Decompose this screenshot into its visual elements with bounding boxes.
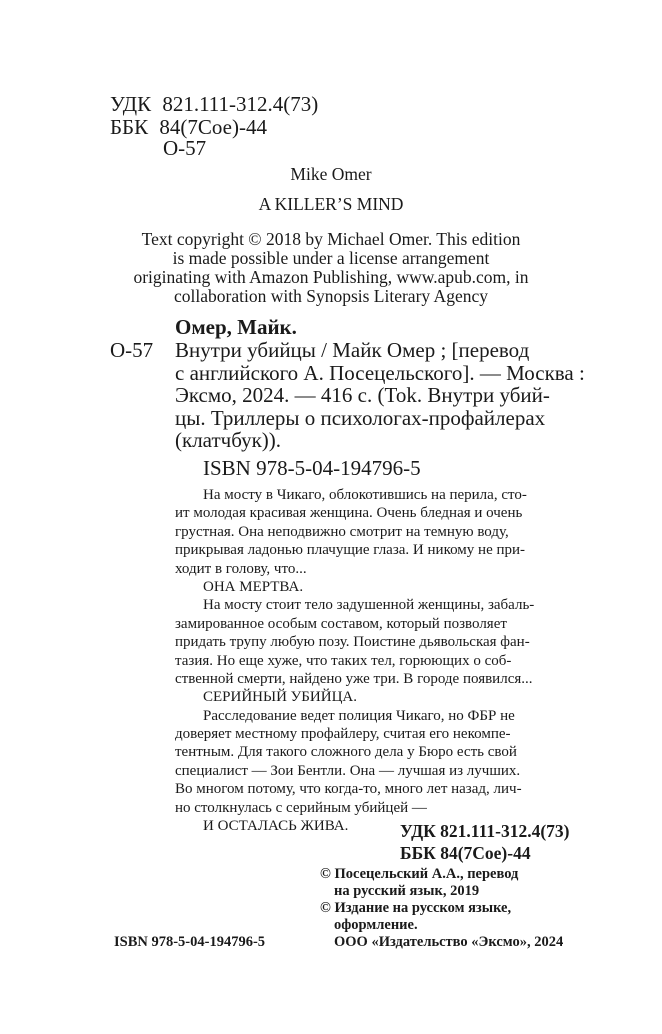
annotation-text <box>175 504 587 835</box>
footer-copyright-line-2: на русский язык, 2019 <box>334 883 480 899</box>
footer-isbn: ISBN 978-5-04-194796-5 <box>114 934 266 950</box>
annotation-line: ОНА МЕРТВА. <box>203 578 304 595</box>
biblio-line: с английского А. Посецельского]. — Москва : <box>175 360 585 385</box>
annotation-line: тентным. Для такого сложного дела у Бюро есть свой <box>175 744 517 761</box>
annotation-line: ит молодая красивая женщина. Очень бледная и очень <box>175 505 523 522</box>
annotation-line: ственной смерти, найдено уже три. В городе появился... <box>175 670 533 687</box>
udk-value: 821.111-312.4(73) <box>162 92 319 116</box>
copyright-line-2: is made possible under a license arrangement <box>172 248 490 268</box>
udk-bottom: УДК 821.111-312.4(73) <box>400 821 570 841</box>
annotation-line: На мосту стоит тело задушенной женщины, забаль- <box>203 597 535 614</box>
bbk-value: 84(7Сое)-44 <box>159 115 267 139</box>
original-author: Mike Omer <box>290 164 372 184</box>
annotation-line: прикрывая ладонью плачущие глаза. И никому не при- <box>175 542 526 559</box>
annotation-line: грустная. Она неподвижно смотрит на темную воду, <box>175 523 509 540</box>
biblio-line: цы. Триллеры о психологах-профайлерах <box>175 405 546 430</box>
biblio-description <box>175 339 613 452</box>
copyright-line-3: originating with Amazon Publishing, www.apub.com, in <box>133 267 529 287</box>
biblio-line: (клатчбук)). <box>175 428 282 452</box>
biblio-author-mark: О-57 <box>110 338 154 362</box>
biblio-line: Эксмо, 2024. — 416 с. (Tok. Внутри убий- <box>175 383 550 407</box>
udk-label: УДК <box>110 92 152 116</box>
bbk-bottom: ББК 84(7Сое)-44 <box>400 843 531 863</box>
annotation-line: На мосту в Чикаго, облокотившись на перила, сто- <box>203 487 527 503</box>
copyright-line-4: collaboration with Synopsis Literary Agency <box>174 286 488 306</box>
annotation-line: СЕРИЙНЫЙ УБИЙЦА. <box>203 689 357 706</box>
biblio-heading: Омер, Майк. <box>175 315 297 339</box>
biblio-line: Внутри убийцы / Майк Омер ; [перевод <box>175 338 530 362</box>
annotation-line: Расследование ведет полиция Чикаго, но ФБР не <box>203 707 515 724</box>
annotation-line: но столкнулась с серийным убийцей — <box>175 799 427 816</box>
annotation-line: ходит в голову, что... <box>175 560 307 577</box>
udk-top <box>110 93 318 116</box>
author-mark-top: О-57 <box>163 136 207 160</box>
annotation-line: тазия. Но еще хуже, что таких тел, горюющих о соб- <box>175 652 512 669</box>
annotation-line: придать трупу любую позу. Поистине дьявольская фан- <box>175 634 530 651</box>
original-title: A KILLER’S MIND <box>258 194 404 214</box>
biblio-isbn: ISBN 978-5-04-194796-5 <box>203 456 421 480</box>
footer-copyright-line-3: © Издание на русском языке, <box>320 900 512 916</box>
copyright-line-1: Text copyright © 2018 by Michael Omer. This edition <box>141 229 521 249</box>
bbk-label: ББК <box>110 115 149 139</box>
annotation-line: замированное особым составом, который позволяет <box>175 615 507 632</box>
annotation-line: специалист — Зои Бентли. Она — лучшая из лучших. <box>175 762 521 779</box>
annotation-line: доверяет местному профайлеру, считая его некомпе- <box>175 726 511 743</box>
footer-copyright-line-4: оформление. <box>334 917 418 933</box>
footer-copyright-line-1: © Посецельский А.А., перевод <box>320 866 519 882</box>
annotation-line: И ОСТАЛАСЬ ЖИВА. <box>203 818 349 835</box>
footer-copyright-line-5: ООО «Издательство «Эксмо», 2024 <box>334 934 564 950</box>
annotation-line: Во многом потому, что когда-то, много лет назад, лич- <box>175 781 522 798</box>
